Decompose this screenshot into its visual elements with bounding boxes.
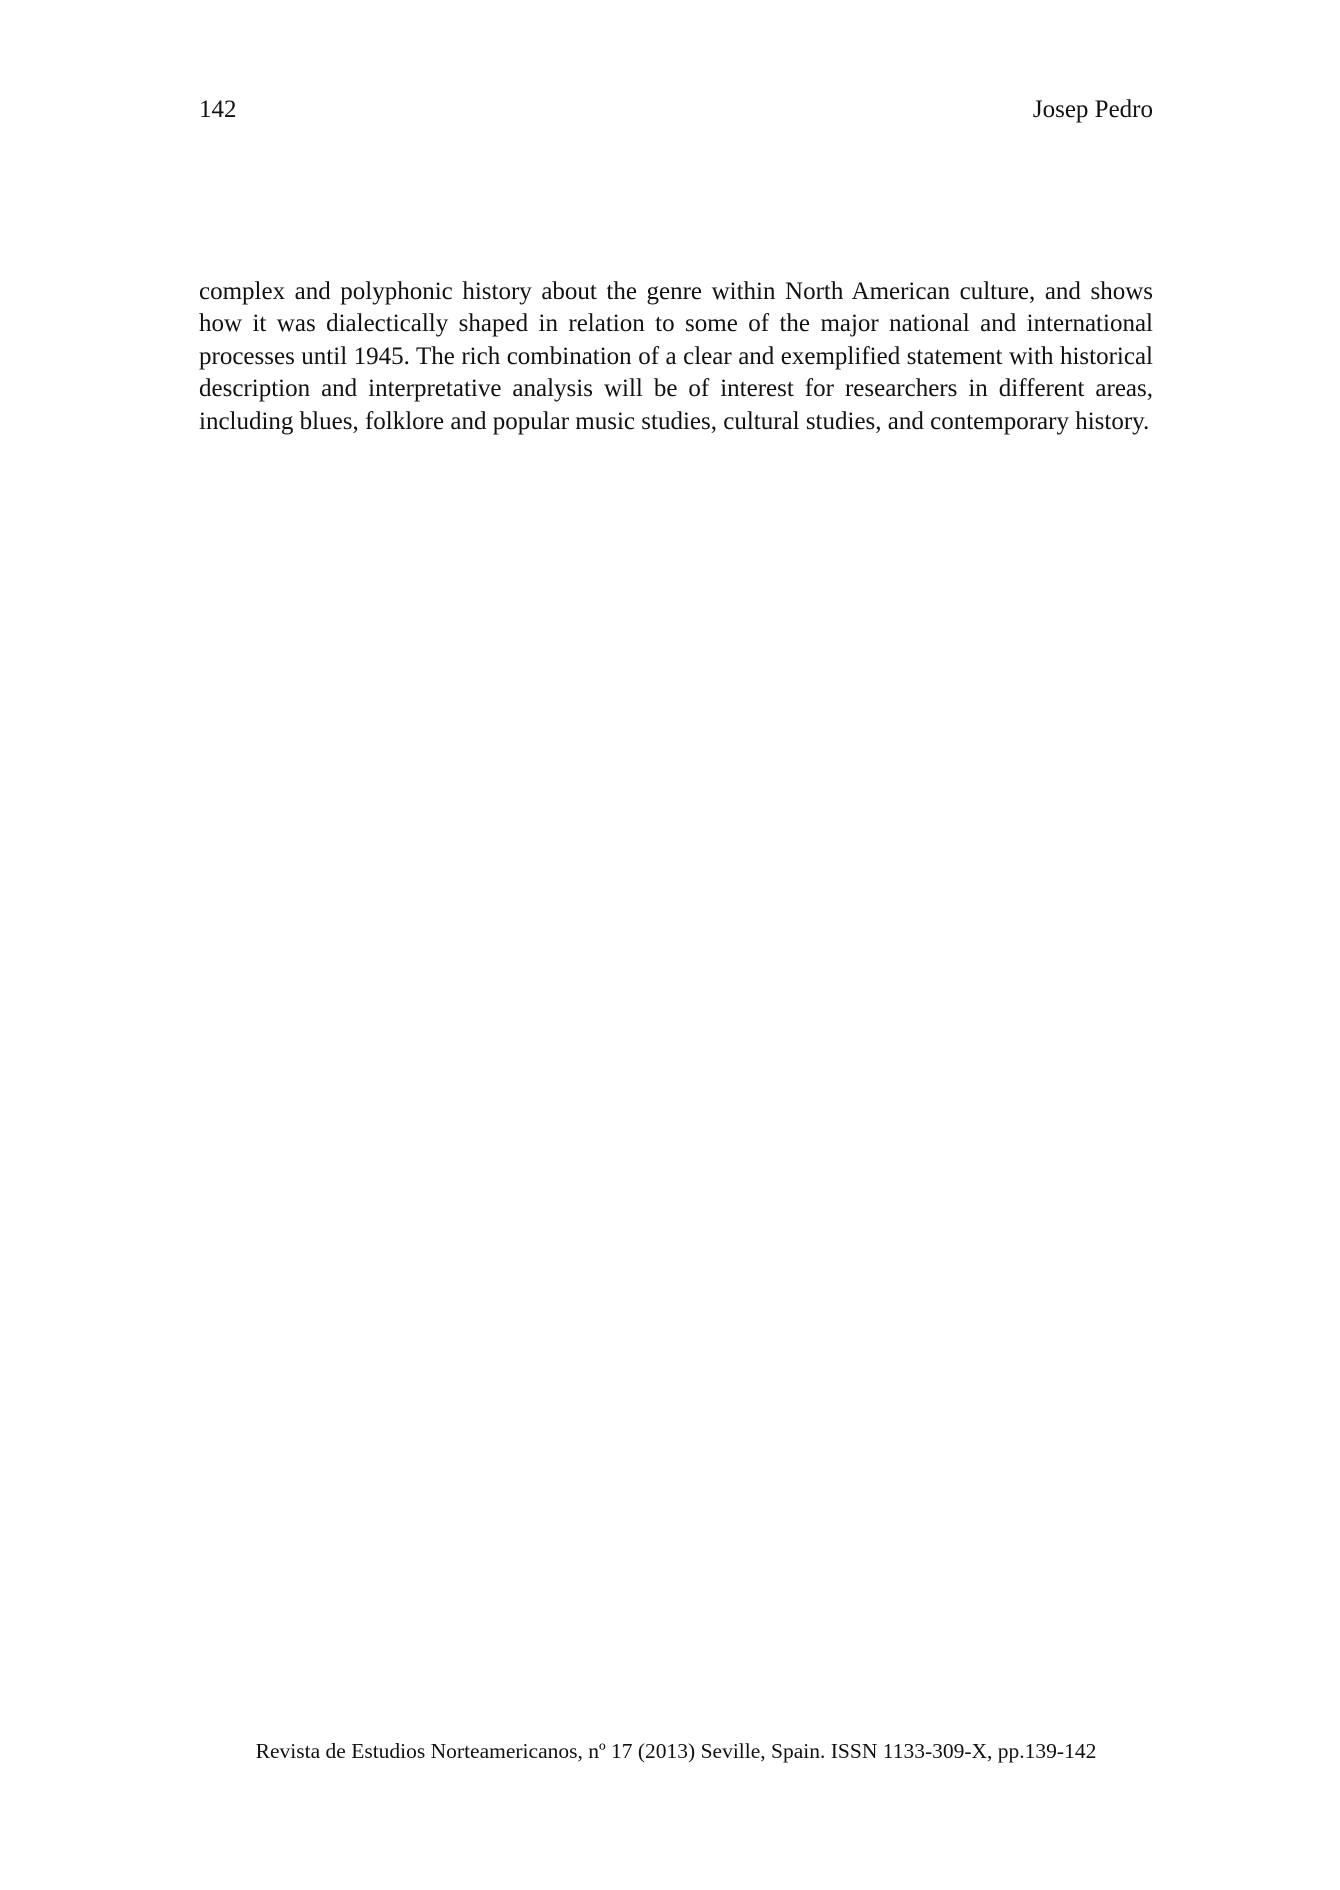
running-head (199, 92, 1153, 128)
page-number: 142 (199, 96, 237, 123)
body-paragraph: complex and polyphonic history about the genre within North American culture, and shows how it was dialectically shaped in relation to some of the major national and international processes until 1945. The rich combination of a clear and exemplified statement with historical description and interpretative analysis will be of interest for researchers in different areas, including blues, folklore and popular music studies, cultural studies, and contemporary history. (199, 278, 1153, 435)
footer-citation: Revista de Estudios Norteamericanos, nº 17 (2013) Seville, Spain. ISSN 1133-309-X, pp.139-142 (255, 1739, 1097, 1763)
running-head-author: Josep Pedro (1032, 96, 1153, 123)
